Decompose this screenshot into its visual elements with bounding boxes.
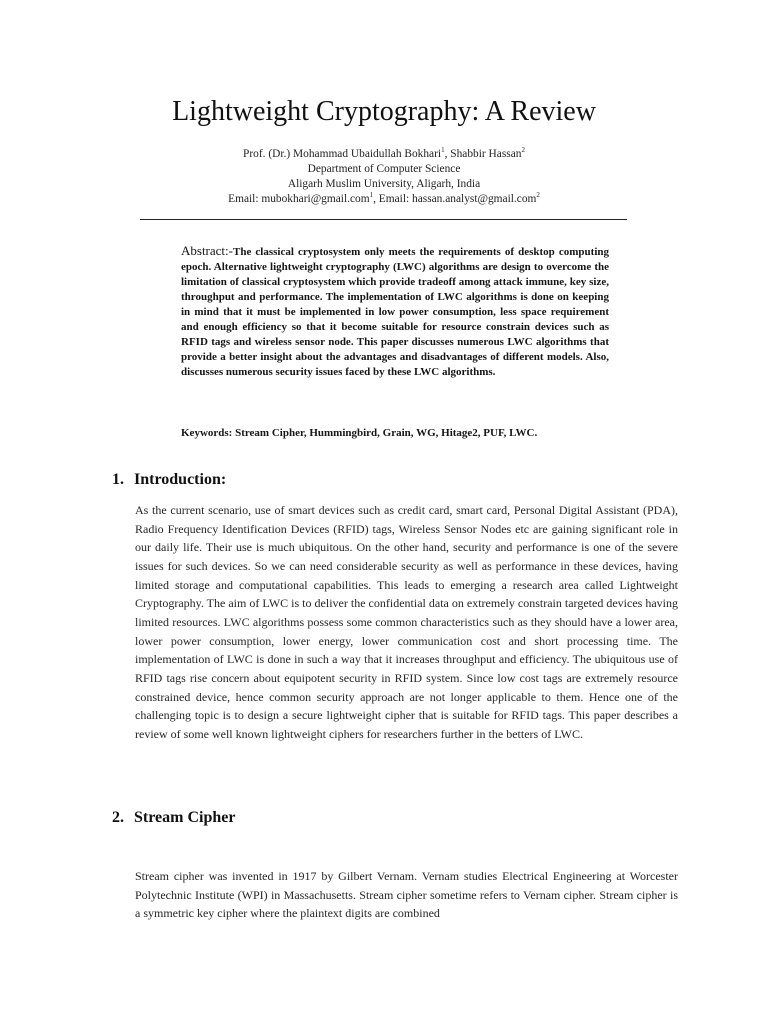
keywords: Keywords: Stream Cipher, Hummingbird, Grain, WG, Hitage2, PUF, LWC. bbox=[181, 427, 538, 439]
author-1: Prof. (Dr.) Mohammad Ubaidullah Bokhari bbox=[243, 148, 442, 160]
section-body-introduction: As the current scenario, use of smart devices such as credit card, smart card, Personal Digital Assistant (PDA), Radio Frequency Identification Devices (RFID) tags, Wireless Sensor Nodes etc are gaining significant role in our daily life. Their use is much ubiquitous. On the other hand, security and performance is one of the severe issues for such devices. So we can need considerable security as well as performance in these devices, having limited storage and computational capabilities. This leads to emerging a research area called Lightweight Cryptography. The aim of LWC is to deliver the confidential data on extremely constrain targeted devices having limited resources. LWC algorithms possess some common characteristics such as they should have a lower area, lower power consumption, lower energy, lower communication cost and short processing time. The implementation of LWC is done in such a way that it increases throughput and efficiency. The ubiquitous use of RFID tags rise concern about equipotent security in RFID system. Since low cost tags are extremely resource constrained device, hence common security approach are not longer applicable to them. Hence one of the challenging topic is to design a secure lightweight cipher that is suitable for RFID tags. This paper describes a review of some well known lightweight ciphers for researchers further in the betters of LWC. bbox=[135, 503, 678, 741]
author-1-affiliation-mark: 1 bbox=[441, 146, 445, 155]
section-number: 2. bbox=[112, 809, 124, 826]
author-emails bbox=[0, 192, 768, 207]
author-block bbox=[0, 147, 768, 207]
abstract-text: The classical cryptosystem only meets the requirements of desktop computing epoch. Alternative lightweight cryptography (LWC) algorithms are design to overcome the limitation of classical cryptosystem which provide tradeoff among attack immune, key size, throughput and performance. The implementation of LWC algorithms is done on keeping in mind that it must be implemented in low power consumption, less space requirement and enough efficiency so that it become suitable for resource constrain devices such as RFID tags and wireless sensor node. This paper discusses numerous LWC algorithms that provide a better insight about the advantages and disadvantages of different models. Also, discusses numerous security issues faced by these LWC algorithms. bbox=[181, 246, 609, 378]
section-heading-stream-cipher bbox=[112, 808, 235, 828]
author-names bbox=[0, 147, 768, 162]
email-2-mark: 2 bbox=[536, 191, 540, 200]
section-title: Stream Cipher bbox=[134, 809, 236, 826]
section-title: Introduction: bbox=[134, 471, 227, 488]
author-university: Aligarh Muslim University, Aligarh, India bbox=[287, 178, 481, 190]
abstract bbox=[181, 243, 609, 380]
abstract-label: Abstract:- bbox=[181, 243, 233, 258]
email-2: , Email: hassan.analyst@gmail.com bbox=[373, 193, 537, 205]
author-department: Department of Computer Science bbox=[307, 163, 461, 175]
section-number: 1. bbox=[112, 471, 124, 488]
email-1: Email: mubokhari@gmail.com bbox=[228, 193, 370, 205]
email-1-mark: 1 bbox=[369, 191, 374, 200]
header-divider bbox=[140, 219, 627, 220]
section-heading-introduction bbox=[112, 470, 226, 490]
paper-title: Lightweight Cryptography: A Review bbox=[172, 96, 596, 127]
author-2-affiliation-mark: 2 bbox=[521, 146, 525, 155]
section-body-stream-cipher: Stream cipher was invented in 1917 by Gilbert Vernam. Vernam studies Electrical Engineering at Worcester Polytechnic Institute (WPI) in Massachusetts. Stream cipher sometime refers to Vernam cipher. Stream cipher is a symmetric key cipher where the plaintext digits are combined bbox=[135, 869, 678, 921]
author-2: , Shabbir Hassan bbox=[444, 148, 522, 160]
